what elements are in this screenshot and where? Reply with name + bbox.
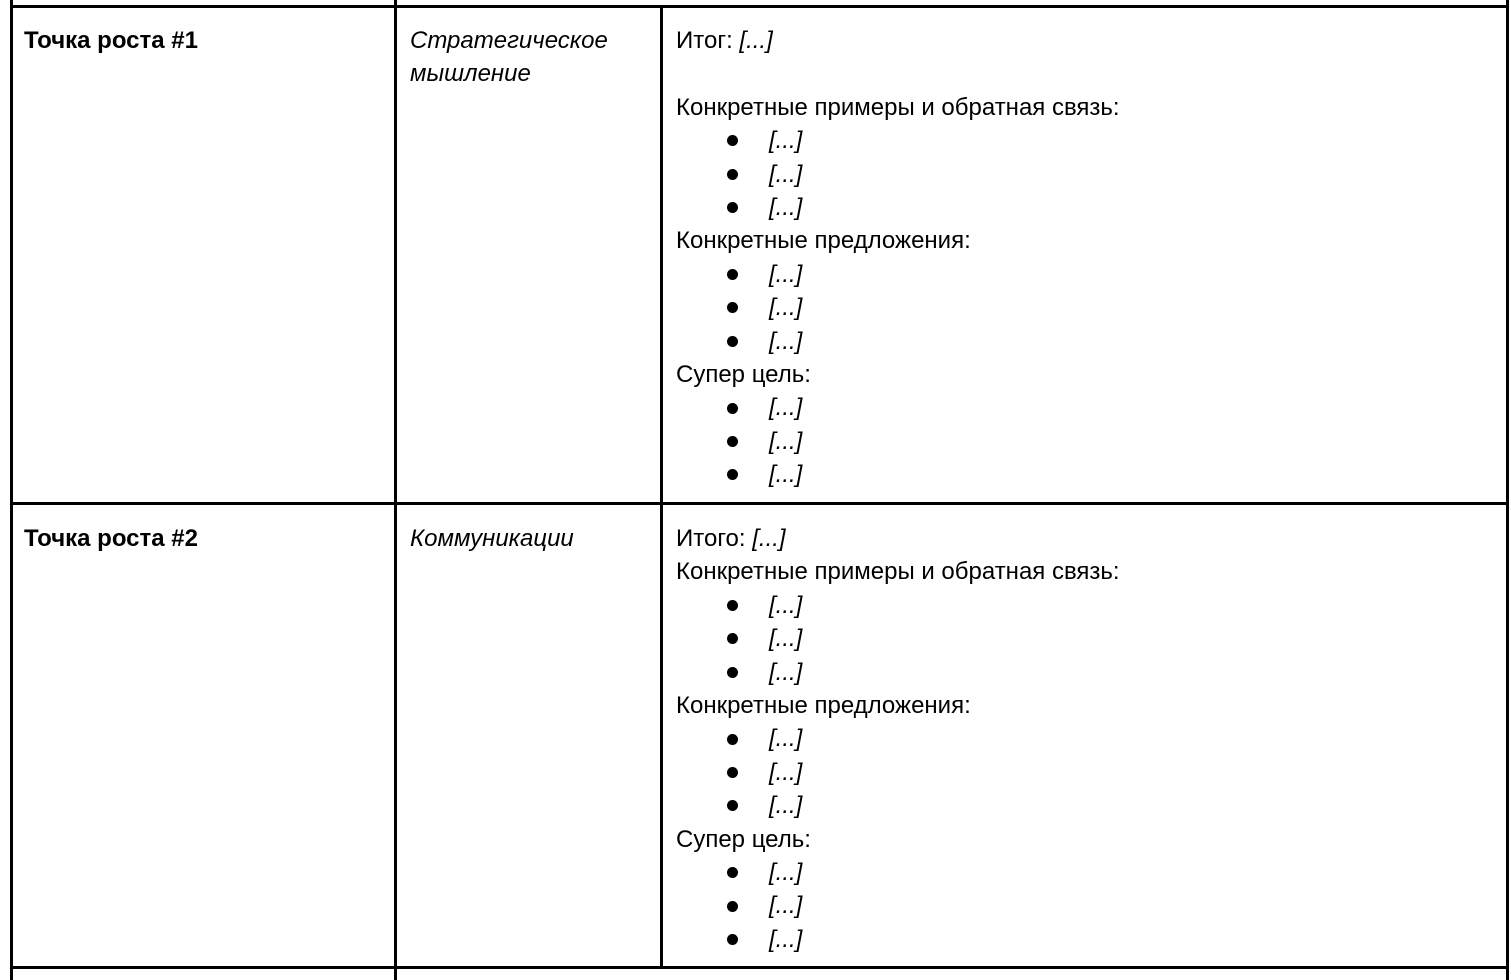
- section-title: Конкретные предложения:: [676, 691, 971, 719]
- growth-point-topic: Стратегическое мышление: [410, 27, 608, 88]
- list-item: [...]: [676, 391, 1120, 424]
- list-item: [...]: [676, 158, 1120, 191]
- list-item: [...]: [676, 589, 1120, 622]
- summary-line: Итог: [...]: [676, 27, 773, 54]
- list-item: [...]: [676, 458, 1120, 491]
- list-item: [...]: [676, 856, 1120, 889]
- list-item: [...]: [676, 756, 1120, 789]
- list-item: [...]: [676, 923, 1120, 956]
- list-item: [...]: [676, 656, 1120, 689]
- list-item: [...]: [676, 325, 1120, 358]
- table-right-border: [1506, 0, 1509, 980]
- list-item: [...]: [676, 622, 1120, 655]
- section-title: Конкретные предложения:: [676, 227, 971, 255]
- list-item: [...]: [676, 124, 1120, 157]
- growth-point-details: [676, 24, 1120, 492]
- row-divider-bottom: [10, 966, 1509, 969]
- growth-point-details: [676, 522, 1120, 956]
- row-divider-top: [10, 5, 1509, 8]
- section-title: Конкретные примеры и обратная связь:: [676, 558, 1120, 586]
- growth-point-label: Точка роста #2: [24, 525, 198, 552]
- growth-point-topic: Коммуникации: [410, 525, 574, 552]
- table-left-border: [10, 0, 13, 980]
- list-item: [...]: [676, 291, 1120, 324]
- list-item: [...]: [676, 722, 1120, 755]
- list-item: [...]: [676, 258, 1120, 291]
- list-item: [...]: [676, 191, 1120, 224]
- growth-point-label: Точка роста #1: [24, 27, 198, 54]
- section-title: Супер цель:: [676, 360, 811, 388]
- section-title: Супер цель:: [676, 825, 811, 853]
- list-item: [...]: [676, 889, 1120, 922]
- summary-line: Итого: [...]: [676, 525, 786, 552]
- list-item: [...]: [676, 425, 1120, 458]
- column-divider-2: [660, 5, 663, 969]
- column-divider-1: [394, 0, 397, 980]
- section-title: Конкретные примеры и обратная связь:: [676, 93, 1120, 121]
- row-divider-middle: [10, 502, 1509, 505]
- list-item: [...]: [676, 789, 1120, 822]
